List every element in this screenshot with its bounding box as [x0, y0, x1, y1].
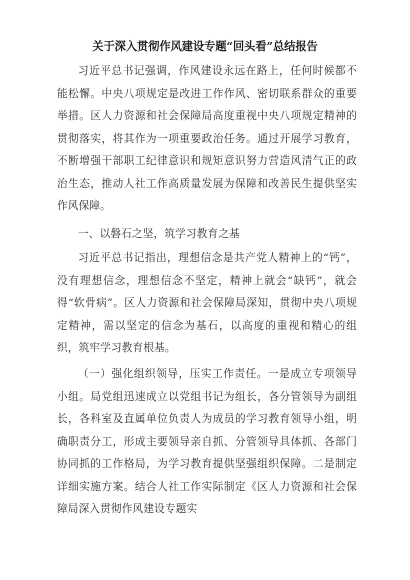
section-1-paragraph: 习近平总书记指出，理想信念是共产党人精神上的“钙”，没有理想信念，理想信念不坚定，精神上就会“缺钙”，就会得“软骨病”。区人力资源和社会保障局深知，贯彻中央八项规定精神，需以坚定的信念为基石，以高度的重视和精心的组织，筑牢学习教育根基。	[57, 252, 357, 354]
document-title: 关于深入贯彻作风建设专题“回头看”总结报告	[92, 39, 318, 53]
intro-paragraph: 习近平总书记强调，作风建设永远在路上，任何时候都不能松懈。中央八项规定是改进工作作风、密切联系群众的重要举措。区人力资源和社会保障局高度重视中央八项规定精神的贯彻落实，将其作为一项重要政治任务。通过开展学习教育，不断增强干部职工纪律意识和规矩意识努力营造风清气正的政治生态，推动人社工作高质量发展为保障和改善民生提供坚实作风保障。	[57, 65, 357, 212]
section-heading-1: 一、以磐石之坚，筑学习教育之基	[78, 228, 240, 240]
subsection-1-paragraph: （一）强化组织领导，压实工作责任。一是成立专项领导小组。局党组迅速成立以党组书记为组长，各分管领导为副组长，各科室及直属单位负责人为成员的学习教育领导小组，明确职责分工，形成主要领导亲自抓、分管领导具体抓、各部门协同抓的工作格局，为学习教育提供坚强组织保障。二是制定详细实施方案。结合人社工作实际制定《区人力资源和社会保障局深入贯彻作风建设专题实	[57, 368, 357, 515]
